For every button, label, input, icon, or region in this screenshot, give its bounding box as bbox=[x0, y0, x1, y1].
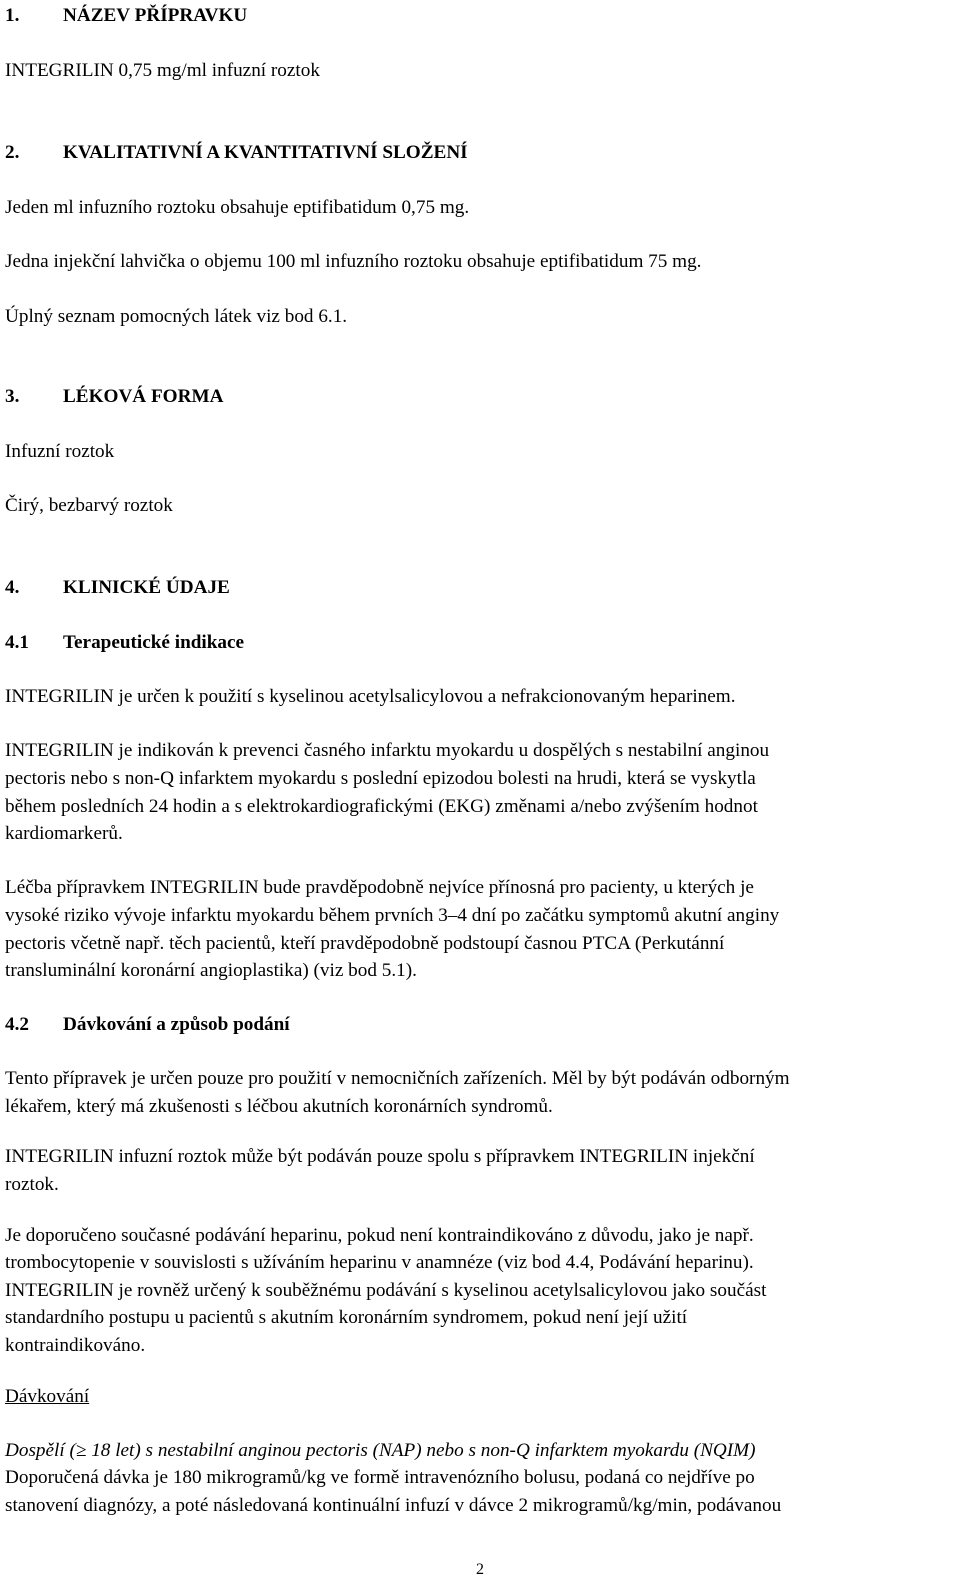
paragraph: roztok. bbox=[5, 1174, 59, 1195]
paragraph: INTEGRILIN je indikován k prevenci časného infarktu myokardu u dospělých s nestabilní anginou bbox=[5, 740, 770, 761]
paragraph: Úplný seznam pomocných látek viz bod 6.1. bbox=[5, 306, 348, 327]
paragraph: INTEGRILIN je rovněž určený k souběžnému podávání s kyselinou acetylsalicylovou jako součást bbox=[5, 1280, 767, 1301]
paragraph: Tento přípravek je určen pouze pro použití v nemocničních zařízeních. Měl by být podáván odborným bbox=[5, 1068, 790, 1089]
paragraph: kontraindikováno. bbox=[5, 1335, 146, 1356]
product-name: INTEGRILIN 0,75 mg/ml infuzní roztok bbox=[5, 60, 320, 81]
section-4-2-heading: 4.2 Dávkování a způsob podání bbox=[5, 1014, 290, 1035]
paragraph: pectoris včetně např. těch pacientů, kteří pravděpodobně podstoupí časnou PTCA (Perkutánní bbox=[5, 933, 725, 954]
paragraph: Je doporučeno současné podávání heparinu, pokud není kontraindikováno z důvodu, jako je např. bbox=[5, 1225, 754, 1246]
paragraph: INTEGRILIN je určen k použití s kyselinou acetylsalicylovou a nefrakcionovaným heparinem. bbox=[5, 686, 736, 707]
paragraph: kardiomarkerů. bbox=[5, 823, 123, 844]
paragraph: Jedna injekční lahvička o objemu 100 ml infuzního roztoku obsahuje eptifibatidum 75 mg. bbox=[5, 251, 702, 272]
paragraph: pectoris nebo s non-Q infarktem myokardu s poslední epizodou bolesti na hrudi, která se vyskytla bbox=[5, 768, 756, 789]
section-3-heading: 3. LÉKOVÁ FORMA bbox=[5, 386, 224, 407]
paragraph: Léčba přípravkem INTEGRILIN bude pravděpodobně nejvíce přínosná pro pacienty, u kterých je bbox=[5, 877, 754, 898]
section-4-heading: 4. KLINICKÉ ÚDAJE bbox=[5, 577, 230, 598]
section-4-1-heading: 4.1 Terapeutické indikace bbox=[5, 632, 245, 653]
paragraph: během posledních 24 hodin a s elektrokardiografickými (EKG) změnami a/nebo zvýšením hodnot bbox=[5, 796, 758, 817]
paragraph: stanovení diagnózy, a poté následovaná kontinuální infuzí v dávce 2 mikrogramů/kg/min, podávanou bbox=[5, 1495, 782, 1516]
page-number: 2 bbox=[476, 1561, 484, 1578]
paragraph: vysoké riziko vývoje infarktu myokardu během prvních 3–4 dní po začátku symptomů akutní anginy bbox=[5, 905, 780, 926]
paragraph: standardního postupu u pacientů s akutním koronárním syndromem, pokud není její užití bbox=[5, 1307, 688, 1328]
italic-subheading: Dospělí (≥ 18 let) s nestabilní anginou pectoris (NAP) nebo s non-Q infarktem myokardu (NQIM) bbox=[5, 1440, 756, 1461]
subheading-dosing: Dávkování bbox=[5, 1386, 90, 1407]
paragraph: trombocytopenie v souvislosti s užíváním heparinu v anamnéze (viz bod 4.4, Podávání heparinu). bbox=[5, 1252, 754, 1273]
section-2-heading: 2. KVALITATIVNÍ A KVANTITATIVNÍ SLOŽENÍ bbox=[5, 142, 468, 163]
section-1-heading: 1. NÁZEV PŘÍPRAVKU bbox=[5, 5, 248, 26]
paragraph: Infuzní roztok bbox=[5, 441, 115, 462]
paragraph: Doporučená dávka je 180 mikrogramů/kg ve formě intravenózního bolusu, podaná co nejdříve po bbox=[5, 1467, 755, 1488]
paragraph: transluminální koronární angioplastika) (viz bod 5.1). bbox=[5, 960, 417, 981]
paragraph: Jeden ml infuzního roztoku obsahuje eptifibatidum 0,75 mg. bbox=[5, 197, 470, 218]
paragraph: Čirý, bezbarvý roztok bbox=[5, 495, 173, 516]
paragraph: INTEGRILIN infuzní roztok může být podáván pouze spolu s přípravkem INTEGRILIN injekční bbox=[5, 1146, 755, 1167]
paragraph: lékařem, který má zkušenosti s léčbou akutních koronárních syndromů. bbox=[5, 1096, 553, 1117]
